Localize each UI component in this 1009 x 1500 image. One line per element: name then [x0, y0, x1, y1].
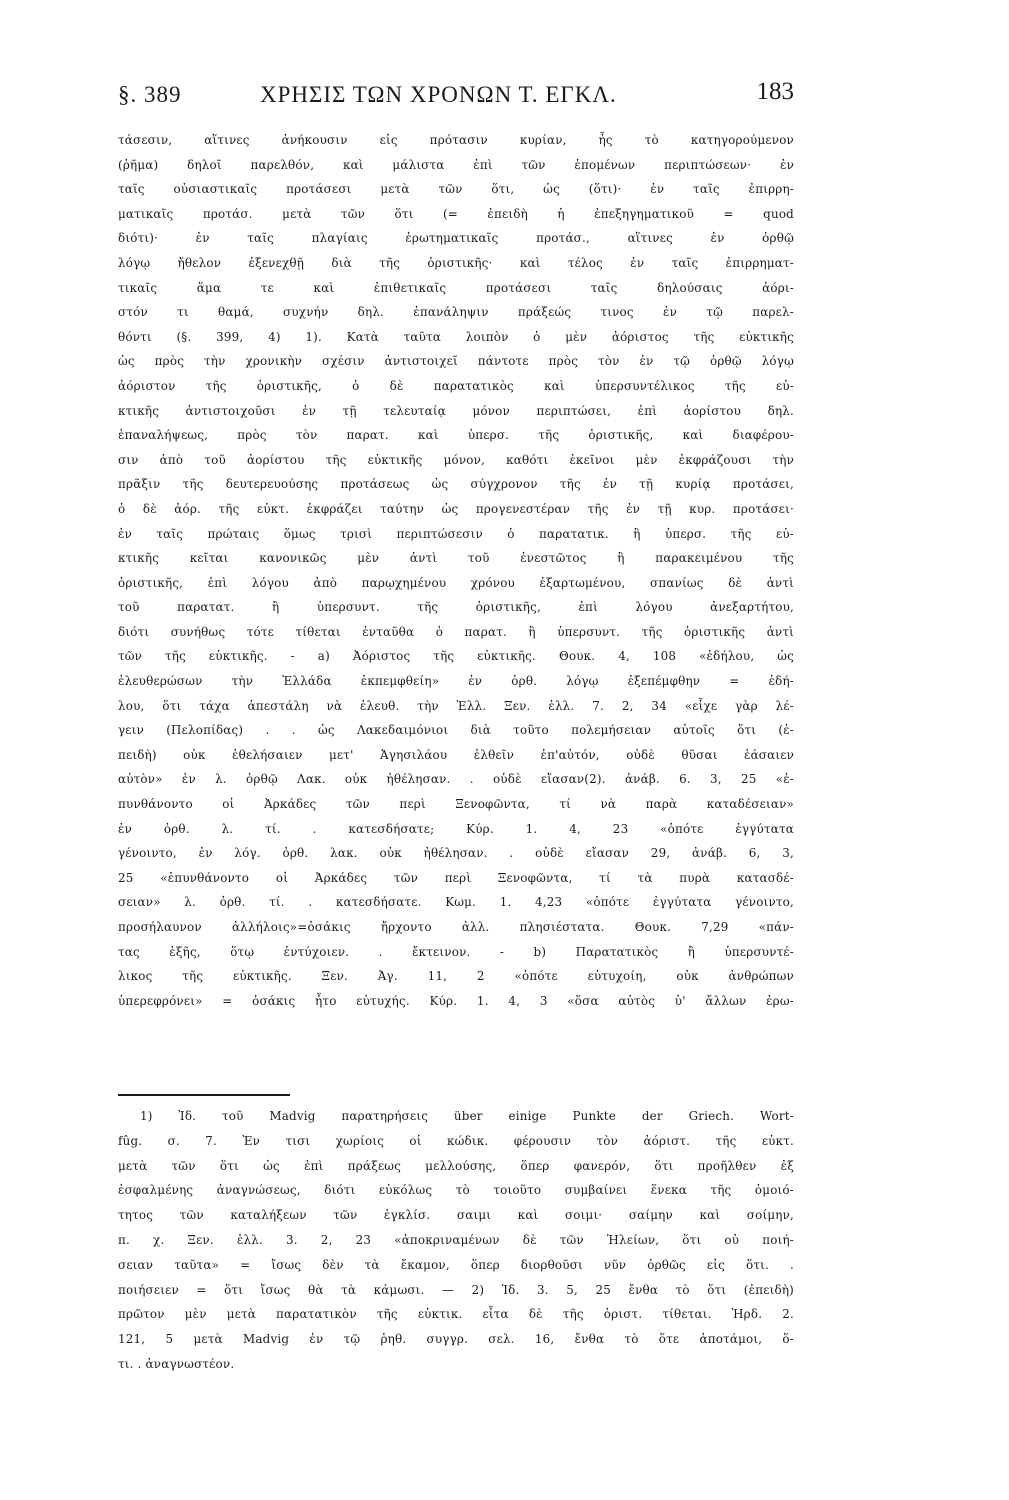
text-line: πρᾶξιν τῆς δευτερευούσης προτάσεως ὡς σύγχρονον τῆς ἐν τῇ κυρίᾳ προτάσει, [118, 477, 794, 492]
footnote-line: 1) Ἰδ. τοῦ Madvig παρατηρήσεις über einige Punkte der Griech. Wort- [140, 1109, 794, 1123]
footnotes [118, 1104, 794, 1377]
text-line: τικαῖς ἅμα τε καὶ ἐπιθετικαῖς προτάσεσι ταῖς δηλούσαις ἀόρι- [118, 280, 794, 295]
text-line: τοῦ παρατατ. ἢ ὑπερσυντ. τῆς ὁριστικῆς, ἐπὶ λόγου ἀνεξαρτήτου, [118, 600, 794, 615]
text-line: ματικαῖς προτάσ. μετὰ τῶν ὅτι (= ἐπειδὴ ἡ ἐπεξηγηματικοῦ = quod [118, 206, 794, 221]
footnote-line: σειαν ταῦτα» = ἴσως δὲν τὰ ἔκαμον, ὅπερ διορθοῦσι νῦν ὀρθῶς εἰς ὅτι. . [118, 1257, 794, 1272]
text-line: ἀόριστον τῆς ὁριστικῆς, ὁ δὲ παρατατικὸς καὶ ὑπερσυντέλικος τῆς εὐ- [118, 378, 794, 393]
footnote-divider [118, 1094, 290, 1096]
footnote-line: fûg. σ. 7. Ἐν τισι χωρίοις οἱ κώδικ. φέρουσιν τὸν ἀόριστ. τῆς εὐκτ. [118, 1133, 794, 1148]
text-line: γειν (Πελοπίδας) . . ὡς Λακεδαιμόνιοι διὰ τοῦτο πολεμήσειαν αὐτοῖς ὅτι (ἐ- [118, 723, 794, 738]
footnote-line: τητος τῶν καταλήξεων τῶν ἐγκλίσ. σαιμι καὶ σοιμι· σαίμην καὶ σοίμην, [118, 1208, 794, 1223]
text-line: διότι συνήθως τότε τίθεται ἐνταῦθα ὁ παρατ. ἢ ὑπερσυντ. τῆς ὁριστικῆς ἀντὶ [118, 624, 794, 639]
text-line: τῶν τῆς εὐκτικῆς. - a) Ἀόριστος τῆς εὐκτικῆς. Θουκ. 4, 108 «ἐδήλου, ὡς [118, 649, 794, 664]
running-title: ΧΡΗΣΙΣ ΤΩΝ ΧΡΟΝΩΝ Τ. ΕΓΚΛ. [260, 82, 617, 107]
section-number: §. 389 [118, 82, 182, 107]
text-line: πειδὴ) οὐκ ἐθελήσαιεν μετ' Ἀγησιλάου ἐλθεῖν ἐπ'αὐτόν, οὐδὲ θῦσαι ἐάσαιεν [118, 747, 794, 762]
text-line: στόν τι θαμά, συχνήν δηλ. ἐπανάληψιν πράξεώς τινος ἐν τῷ παρελ- [118, 305, 794, 320]
text-line: τάσεσιν, αἵτινες ἀνήκουσιν εἰς πρότασιν κυρίαν, ἧς τὸ κατηγορούμενον [118, 133, 794, 147]
text-line: προσήλαυνον ἀλλήλοις»=ὁσάκις ἤρχοντο ἀλλ. πλησιέστατα. Θουκ. 7,29 «πάν- [118, 920, 794, 934]
text-line: (ῥῆμα) δηλοῖ παρελθόν, καὶ μάλιστα ἐπὶ τῶν ἑπομένων περιπτώσεων· ἐν [118, 157, 794, 172]
footnote-line: μετὰ τῶν ὅτι ὡς ἐπὶ πράξεως μελλούσης, ὅπερ φανερόν, ὅτι προῆλθεν ἐξ [118, 1158, 794, 1173]
text-line: τας ἑξῆς, ὅτῳ ἐντύχοιεν. . ἔκτεινον. - b) Παρατατικὸς ἢ ὑπερσυντέ- [118, 944, 794, 959]
text-line: λικος τῆς εὐκτικῆς. Ξεν. Ἀγ. 11, 2 «ὁπότε εὐτυχοίη, οὐκ ἀνθρώπων [118, 969, 794, 984]
text-line: κτικῆς ἀντιστοιχοῦσι ἐν τῇ τελευταίᾳ μόνον περιπτώσει, ἐπὶ ἀορίστου δηλ. [118, 403, 794, 418]
text-line: ὁριστικῆς, ἐπὶ λόγου ἀπὸ παρῳχημένου χρόνου ἐξαρτωμένου, σπανίως δὲ ἀντὶ [118, 575, 794, 590]
page-number: 183 [756, 78, 794, 105]
body-text [118, 128, 794, 1013]
text-line: ὑπερεφρόνει» = ὁσάκις ἦτο εὐτυχής. Κύρ. 1. 4, 3 «ὅσα αὐτὸς ὑ' ἄλλων ἐρω- [118, 993, 794, 1008]
text-line: ἐν ταῖς πρώταις ὅμως τρισὶ περιπτώσεσιν ὁ παρατατικ. ἢ ὑπερσ. τῆς εὐ- [118, 526, 794, 541]
text-line: σιν ἀπὸ τοῦ ἀορίστου τῆς εὐκτικῆς μόνον, καθότι ἐκεῖνοι μὲν ἐκφράζουσι τὴν [118, 452, 794, 467]
text-line: αὐτὸν» ἐν λ. ὀρθῷ Λακ. οὐκ ἠθέλησαν. . οὐδὲ εἴασαν(2). ἀνάβ. 6. 3, 25 «ἐ- [118, 772, 794, 787]
text-line: 25 «ἐπυνθάνοντο οἱ Ἀρκάδες τῶν περὶ Ξενοφῶντα, τί τὰ πυρὰ κατασδέ- [118, 870, 794, 885]
footnote-line: τι. . ἀναγνωστέον. [118, 1356, 235, 1371]
footnote-line: πρῶτον μὲν μετὰ παρατατικὸν τῆς εὐκτικ. εἶτα δὲ τῆς ὁριστ. τίθεται. Ἠρδ. 2. [118, 1307, 794, 1322]
footnote-line: π. χ. Ξεν. ἑλλ. 3. 2, 23 «ἀποκριναμένων δὲ τῶν Ἠλείων, ὅτι οὐ ποιή- [118, 1232, 794, 1247]
footnote-line: ἐσφαλμένης ἀναγνώσεως, διότι εὐκόλως τὸ τοιοῦτο συμβαίνει ἕνεκα τῆς ὁμοιό- [118, 1183, 794, 1198]
footnote-line: 121, 5 μετὰ Madvig ἐν τῷ ῥηθ. συγγρ. σελ. 16, ἔνθα τὸ ὅτε ἀποτάμοι, ὅ- [118, 1332, 794, 1347]
text-line: σειαν» λ. ὀρθ. τί. . κατεσδήσατε. Κωμ. 1. 4,23 «ὁπότε ἐγγύτατα γένοιντο, [118, 895, 794, 910]
text-line: ἐν ὀρθ. λ. τί. . κατεσδήσατε; Κύρ. 1. 4, 23 «ὁπότε ἐγγύτατα [118, 821, 794, 836]
text-line: πυνθάνοντο οἱ Ἀρκάδες τῶν περὶ Ξενοφῶντα, τί νὰ παρὰ καταδέσειαν» [118, 797, 794, 812]
text-line: θόντι (§. 399, 4) 1). Κατὰ ταῦτα λοιπὸν ὁ μὲν ἀόριστος τῆς εὐκτικῆς [118, 329, 794, 344]
text-line: ἐλευθερώσων τὴν Ἑλλάδα ἐκπεμφθείη» ἐν ὀρθ. λόγῳ ἐξεπέμφθην = ἐδή- [118, 674, 794, 689]
text-line: λόγῳ ἤθελον ἐξενεχθῇ διὰ τῆς ὁριστικῆς· καὶ τέλος ἐν ταῖς ἐπιρρηματ- [118, 255, 794, 270]
text-line: ὡς πρὸς τὴν χρονικὴν σχέσιν ἀντιστοιχεῖ πάντοτε πρὸς τὸν ἐν τῷ ὀρθῷ λόγῳ [118, 354, 794, 369]
text-line: ὁ δὲ ἀόρ. τῆς εὐκτ. ἐκφράζει ταύτην ὡς προγενεστέραν τῆς ἐν τῇ κυρ. προτάσει· [118, 501, 794, 516]
text-line: λου, ὅτι τάχα ἀπεστάλη νὰ ἐλευθ. τὴν Ἑλλ. Ξεν. ἑλλ. 7. 2, 34 «εἶχε γὰρ λέ- [118, 698, 794, 713]
text-line: κτικῆς κεῖται κανονικῶς μὲν ἀντὶ τοῦ ἐνεστῶτος ἢ παρακειμένου τῆς [118, 551, 794, 566]
running-header [118, 78, 794, 114]
text-line: ἐπαναλήψεως, πρὸς τὸν παρατ. καὶ ὑπερσ. τῆς ὁριστικῆς, καὶ διαφέρου- [118, 428, 794, 443]
footnote-line: ποιήσειεν = ὅτι ἴσως θὰ τὰ κάμωσι. — 2) Ἰδ. 3. 5, 25 ἔνθα τὸ ὅτι (ἐπειδὴ) [118, 1282, 794, 1297]
text-line: γένοιντο, ἐν λόγ. ὀρθ. λακ. οὐκ ἠθέλησαν. . οὐδὲ εἴασαν 29, ἀνάβ. 6, 3, [118, 846, 794, 861]
text-line: ταῖς οὐσιαστικαῖς προτάσεσι μετὰ τῶν ὅτι, ὡς (ὅτι)· ἐν ταῖς ἐπιρρη- [118, 182, 794, 197]
text-line: διότι)· ἐν ταῖς πλαγίαις ἐρωτηματικαῖς προτάσ., αἵτινες ἐν ὀρθῷ [118, 231, 794, 246]
